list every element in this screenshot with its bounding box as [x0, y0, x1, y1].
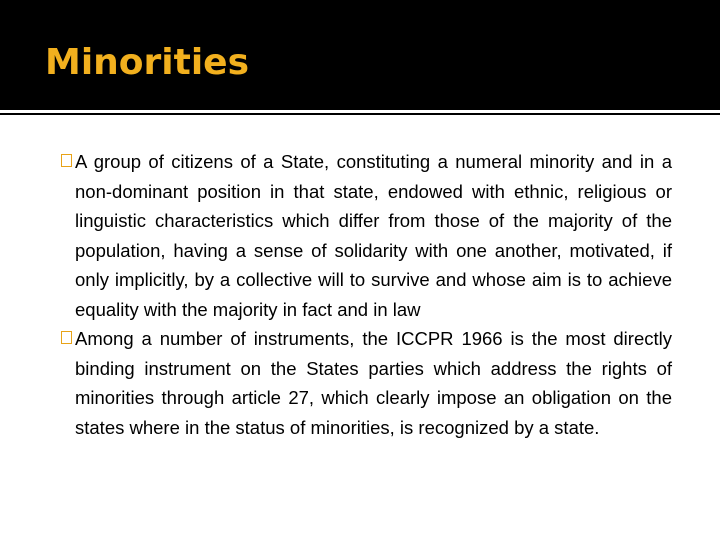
- bullet-item: [62, 147, 672, 324]
- bullet-text: Among a number of instruments, the ICCPR 1966 is the most directly binding instrument on the States parties which address the rights of minorities through article 27, which clearly impose an obligation on the states where in the status of minorities, is recognized by a state.: [75, 328, 672, 438]
- slide-content: [62, 147, 672, 442]
- bullet-item: [62, 324, 672, 442]
- title-bar: [0, 0, 720, 110]
- square-bullet-icon: [61, 154, 72, 167]
- slide-title: Minorities: [45, 42, 250, 83]
- square-bullet-icon: [61, 331, 72, 344]
- title-divider: [0, 113, 720, 115]
- bullet-text: A group of citizens of a State, constituting a numeral minority and in a non-dominant position in that state, endowed with ethnic, religious or linguistic characteristics which differ from those of the majority of the population, having a sense of solidarity with one another, motivated, if only implicitly, by a collective will to survive and whose aim is to achieve equality with the majority in fact and in law: [75, 151, 672, 320]
